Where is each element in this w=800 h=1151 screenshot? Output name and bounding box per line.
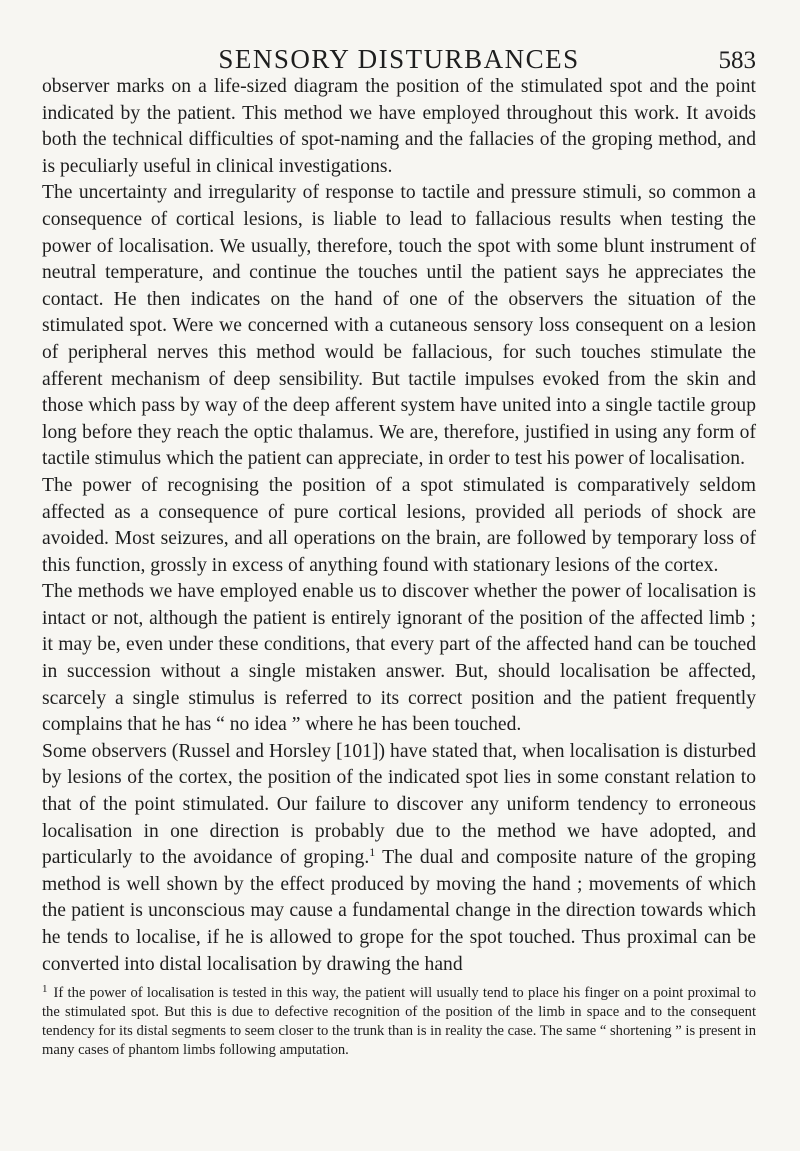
footnote	[42, 984, 756, 1060]
body-text	[42, 74, 756, 978]
running-title: SENSORY DISTURBANCES	[218, 44, 580, 74]
page-number: 583	[718, 47, 756, 74]
footnote-text: If the power of localisation is tested in this way, the patient will usually tend to place his finger on a point proximal to the stimulated spot. But this is due to defective recognition of the position of the limb in space and to the consequent tendency for its distal segments to seem closer to the trunk than is in reality the case. The same “ shortening ” is present in many cases of phantom limbs following amputation.	[42, 985, 756, 1059]
footnote-mark: 1	[42, 983, 48, 996]
paragraph-text: The dual and composite nature of the groping method is well shown by the effect produced by moving the hand ; movements of which the patient is unconscious may cause a fundamental change in the direction towards which he tends to localise, if he is allowed to grope for the spot touched. Thus proximal can be converted into distal localisation by drawing the hand	[42, 847, 756, 975]
paragraph: The uncertainty and irregularity of response to tactile and pressure stimuli, so common a consequence of cortical lesions, is liable to lead to fallacious results when testing the power of localisation. We usually, therefore, touch the spot with some blunt instrument of neutral temperature, and continue the touches until the patient says he appreciates the contact. He then indicates on the hand of one of the observers the situation of the stimulated spot. Were we concerned with a cutaneous sensory loss consequent on a lesion of peripheral nerves this method would be fallacious, for such touches stimulate the afferent mechanism of deep sensibility. But tactile impulses evoked from the skin and those which pass by way of the deep afferent system have united into a single tactile group long before they reach the optic thalamus. We are, therefore, justified in using any form of tactile stimulus which the patient can appreciate, in order to test his power of localisation.	[42, 182, 756, 470]
page-header	[42, 0, 756, 74]
paragraph-text: Some observers (Russel and Horsley [101]) have stated that, when localisation is disturbed by lesions of the cortex, the position of the indicated spot lies in some constant relation to that of the point stimulated. Our failure to discover any uniform tendency to erroneous localisation in one direction is probably due to the method we have adopted, and particularly to the avoidance of groping.	[42, 740, 756, 869]
paragraph: observer marks on a life-sized diagram the position of the stimulated spot and the point indicated by the patient. This method we have employed throughout this work. It avoids both the technical difficulties of spot-naming and the fallacies of the groping method, and is peculiarly useful in clinical investigations.	[42, 76, 756, 177]
paragraph: The power of recognising the position of a spot stimulated is comparatively seldom affected as a consequence of pure cortical lesions, provided all periods of shock are avoided. Most seizures, and all operations on the brain, are followed by temporary loss of this function, grossly in excess of anything found with stationary lesions of the cortex.	[42, 474, 756, 576]
footnote-reference[interactable]: 1	[369, 845, 376, 860]
paragraph	[42, 739, 756, 978]
paragraph: The methods we have employed enable us to discover whether the power of localisation is intact or not, although the patient is entirely ignorant of the position of the affected limb ; it may be, even under these conditions, that every part of the affected hand can be touched in succession without a single mistaken answer. But, should localisation be affected, scarcely a single stimulus is referred to its correct position and the patient frequently complains that he has “ no idea ” where he has been touched.	[42, 581, 756, 736]
